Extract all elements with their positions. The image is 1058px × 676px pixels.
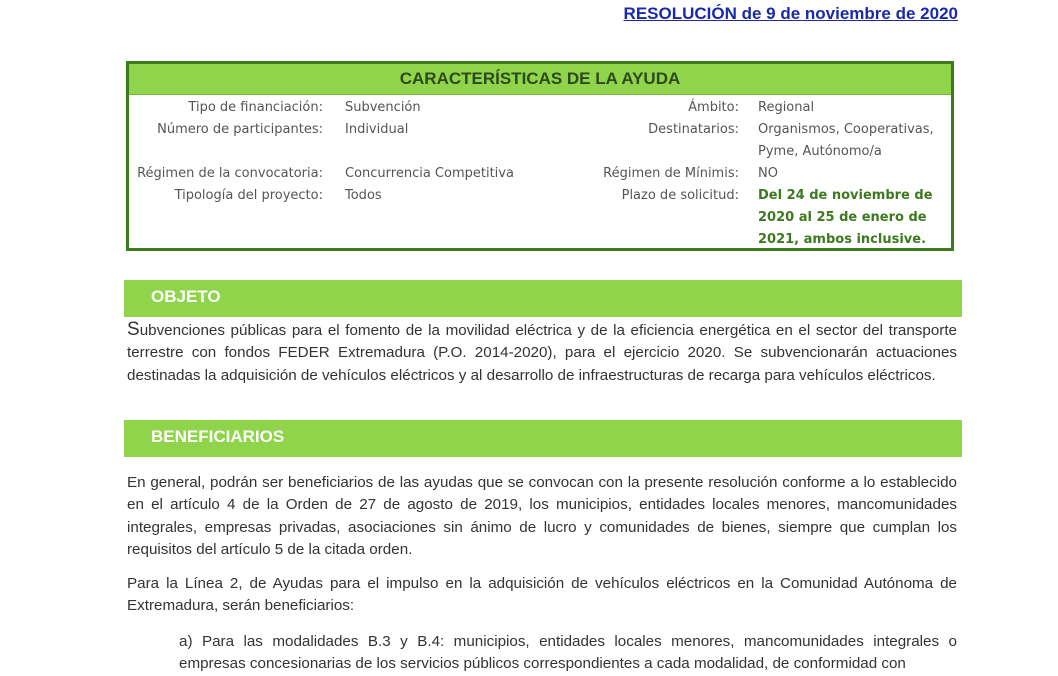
tipo-label: Tipo de financiación: <box>188 100 323 115</box>
participantes-label: Número de participantes: <box>157 122 323 137</box>
minimis-label: Régimen de Mínimis: <box>603 166 739 181</box>
objeto-heading: OBJETO <box>151 287 221 306</box>
objeto-text: ubvenciones públicas para el fomento de la movilidad eléctrica y de la eficiencia energética en el sector del transporte terrestre con fondos FEDER Extremadura (P.O. 2014-2020), para el ejercicio 2020. Se subvencionarán actuaciones destinadas la adquisición de vehículos eléctricos y al desarrollo de infraestructuras de recarga para vehículos eléctricos. <box>127 322 957 384</box>
plazo-label: Plazo de solicitud: <box>621 188 739 203</box>
destinatarios-value-2: Pyme, Autónomo/a <box>758 144 882 159</box>
beneficiarios-heading-bar <box>124 420 962 457</box>
beneficiarios-paragraph-3: a) Para las modalidades B.3 y B.4: municipios, entidades locales menores, mancomunidades integrales o empresas concesionarias de los servicios públicos correspondientes a cada modalidad, de conformidad con <box>179 633 957 673</box>
plazo-value-1: Del 24 de noviembre de <box>758 188 933 203</box>
tipo-value: Subvención <box>345 100 421 115</box>
plazo-value-3: 2021, ambos inclusive. <box>758 232 927 247</box>
tipologia-label: Tipología del proyecto: <box>174 188 323 203</box>
plazo-value-2: 2020 al 25 de enero de <box>758 210 927 225</box>
characteristics-box <box>126 61 954 251</box>
destinatarios-label: Destinatarios: <box>648 122 739 137</box>
regimen-label: Régimen de la convocatoria: <box>137 166 323 181</box>
objeto-paragraph <box>127 319 957 387</box>
minimis-value: NO <box>758 166 778 181</box>
resolution-link[interactable]: RESOLUCIÓN de 9 de noviembre de 2020 <box>623 4 958 23</box>
objeto-heading-bar <box>124 280 962 317</box>
regimen-value: Concurrencia Competitiva <box>345 166 514 181</box>
beneficiarios-paragraph-1: En general, podrán ser beneficiarios de las ayudas que se convocan con la presente resolución conforme a lo establecido en el artículo 4 de la Orden de 27 de agosto de 2019, los municipios, entidades locales menores, mancomunidades integrales, empresas privadas, asociaciones sin ánimo de lucro y comunidades de bienes, siempre que cumplan los requisitos del artículo 5 de la citada orden. <box>127 474 957 558</box>
characteristics-title: CARACTERÍSTICAS DE LA AYUDA <box>129 64 951 95</box>
objeto-first-letter: S <box>127 319 140 340</box>
participantes-value: Individual <box>345 122 409 137</box>
destinatarios-value-1: Organismos, Cooperativas, <box>758 122 934 137</box>
tipologia-value: Todos <box>345 188 382 203</box>
beneficiarios-paragraph-2: Para la Línea 2, de Ayudas para el impulso en la adquisición de vehículos eléctricos en la Comunidad Autónoma de Extremadura, serán beneficiarios: <box>127 575 957 615</box>
ambito-value: Regional <box>758 100 815 115</box>
beneficiarios-heading: BENEFICIARIOS <box>151 427 285 446</box>
ambito-label: Ámbito: <box>688 100 739 115</box>
